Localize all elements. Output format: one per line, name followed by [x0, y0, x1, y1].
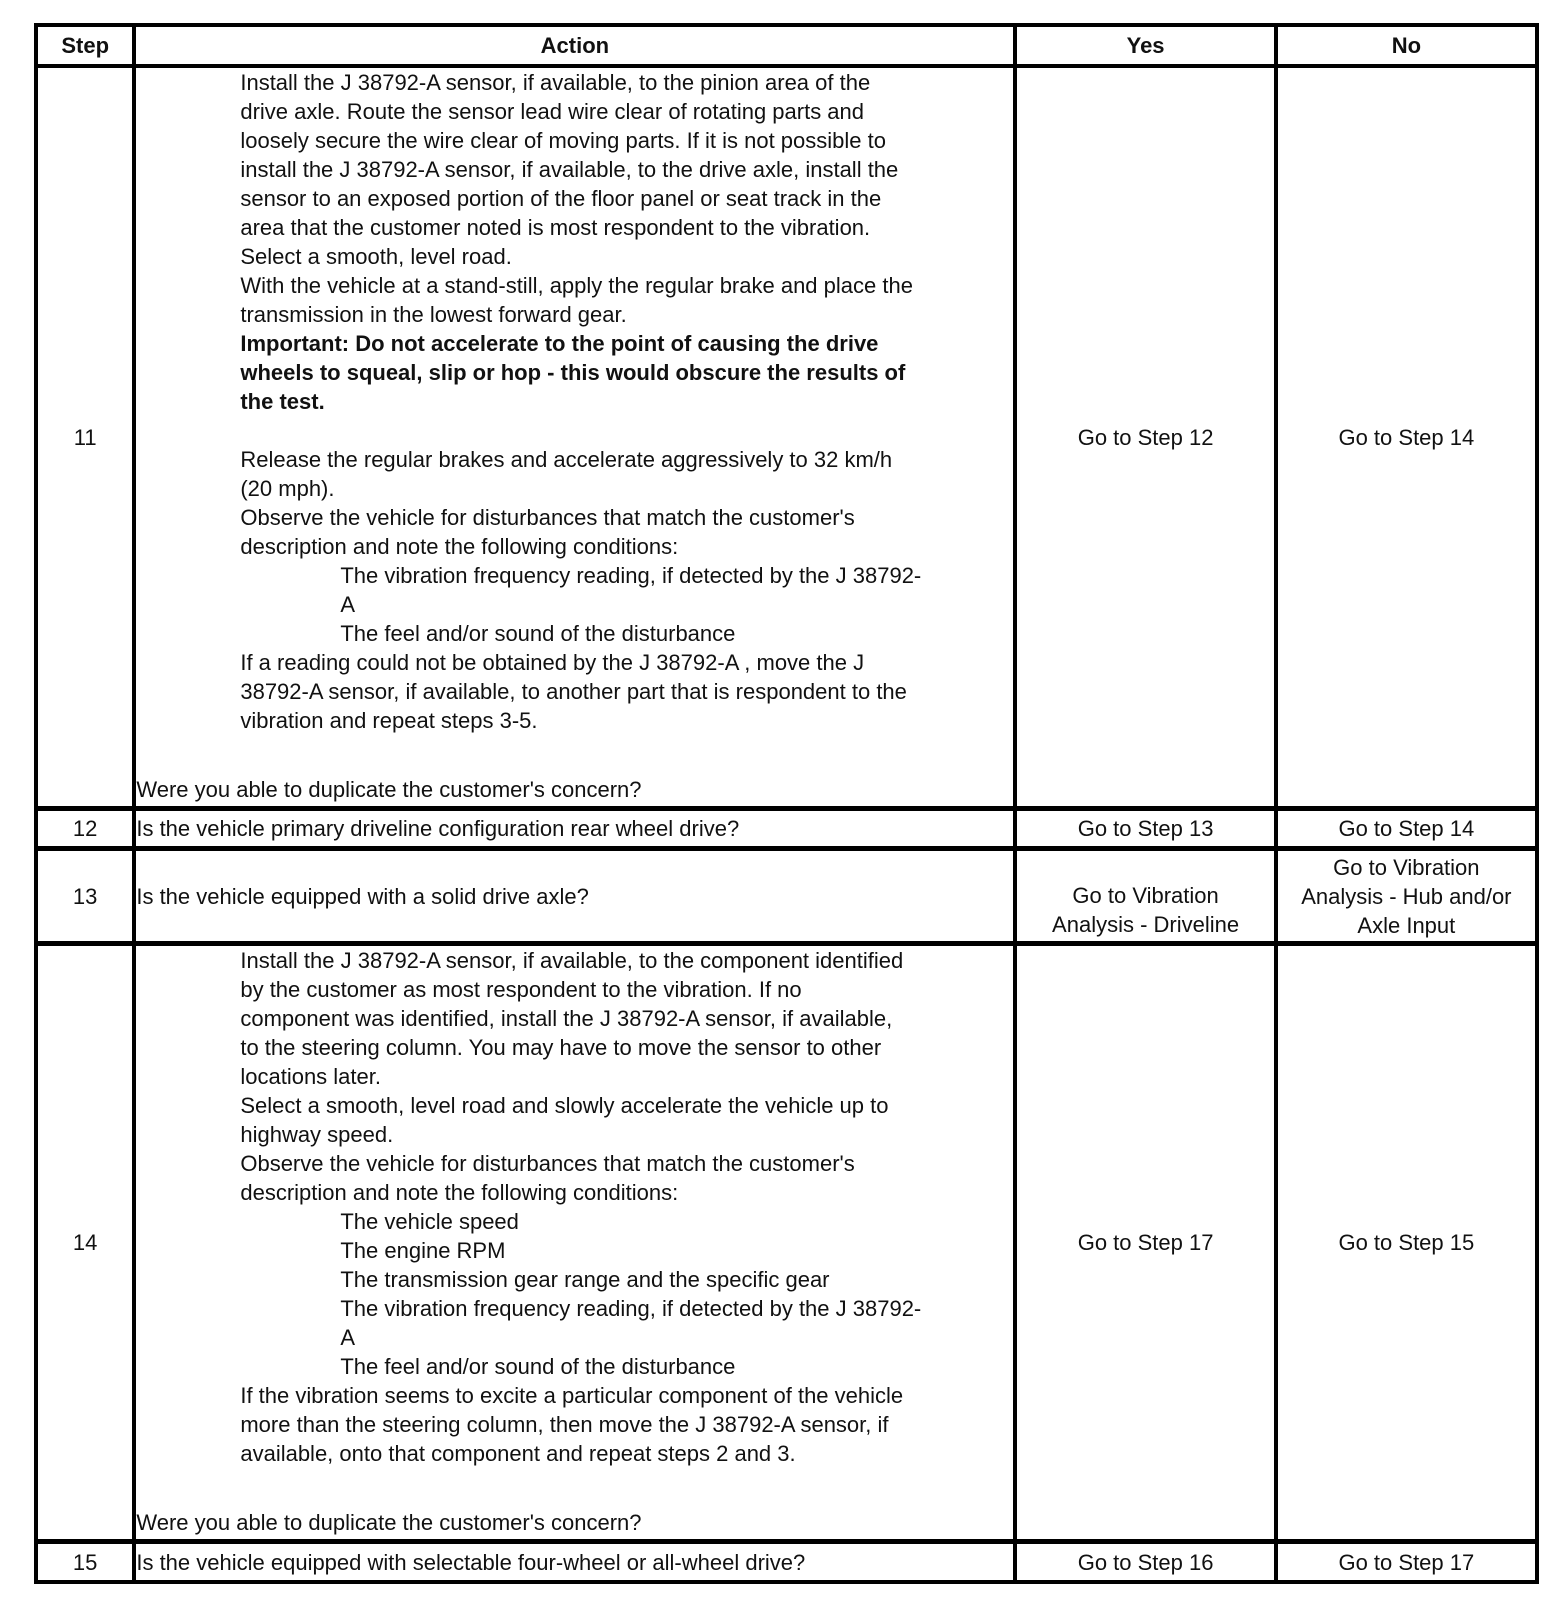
table-row-step-12 — [38, 811, 1539, 851]
no-result: Go to Step 14 — [1278, 68, 1539, 811]
action-line: description and note the following conditions: — [240, 534, 679, 559]
condition-item: The engine RPM — [340, 1238, 506, 1263]
important-note: Important: Do not accelerate to the point of causing the drive — [240, 331, 879, 356]
action-line: Observe the vehicle for disturbances that match the customer's — [240, 1151, 855, 1176]
yes-result-line: Analysis - Driveline — [1052, 912, 1240, 937]
no-result: Go to Step 17 — [1278, 1544, 1539, 1584]
step-question: Is the vehicle primary driveline configuration rear wheel drive? — [136, 811, 1017, 851]
table-row-step-14 — [38, 946, 1539, 1544]
important-note: the test. — [240, 389, 325, 414]
condition-item: The vibration frequency reading, if detected by the J 38792- — [340, 1296, 922, 1321]
table-row-step-13 — [38, 851, 1539, 946]
step-number: 13 — [38, 851, 136, 946]
condition-item: The feel and/or sound of the disturbance — [340, 621, 736, 646]
action-line: Select a smooth, level road. — [240, 244, 512, 269]
condition-item: A — [340, 1325, 356, 1350]
action-line: available, onto that component and repeat steps 2 and 3. — [240, 1441, 796, 1466]
condition-item: The feel and/or sound of the disturbance — [340, 1354, 736, 1379]
action-line: drive axle. Route the sensor lead wire clear of rotating parts and — [240, 99, 865, 124]
action-cell — [136, 946, 1017, 1544]
no-result — [1278, 851, 1539, 946]
no-result-line: Analysis - Hub and/or — [1301, 883, 1512, 909]
action-line: install the J 38792-A sensor, if available, to the drive axle, install the — [240, 157, 899, 182]
action-line: (20 mph). — [240, 476, 335, 501]
step-number: 11 — [38, 68, 136, 811]
action-line: vibration and repeat steps 3-5. — [240, 708, 538, 733]
action-line: Install the J 38792-A sensor, if available, to the component identified — [240, 948, 904, 973]
important-note: wheels to squeal, slip or hop - this would obscure the results of — [240, 360, 906, 385]
action-instructions — [136, 946, 1013, 1508]
header-action: Action — [136, 27, 1017, 68]
action-line: description and note the following conditions: — [240, 1180, 679, 1205]
table-row-step-11 — [38, 68, 1539, 811]
no-result-line: Axle Input — [1357, 912, 1456, 938]
action-line: With the vehicle at a stand-still, apply the regular brake and place the — [240, 273, 913, 298]
header-yes: Yes — [1017, 27, 1277, 68]
step-question: Were you able to duplicate the customer's concern? — [136, 777, 642, 802]
no-result: Go to Step 15 — [1278, 946, 1539, 1544]
action-line: Observe the vehicle for disturbances that match the customer's — [240, 505, 855, 530]
yes-result: Go to Step 16 — [1017, 1544, 1277, 1584]
action-line: area that the customer noted is most respondent to the vibration. — [240, 215, 871, 240]
header-step: Step — [38, 27, 136, 68]
table-header-row — [38, 27, 1539, 68]
step-question: Were you able to duplicate the customer's concern? — [136, 1510, 642, 1535]
header-no: No — [1278, 27, 1539, 68]
action-line: Release the regular brakes and accelerate aggressively to 32 km/h — [240, 447, 893, 472]
action-line: If the vibration seems to excite a particular component of the vehicle — [240, 1383, 904, 1408]
table-row-step-15 — [38, 1544, 1539, 1584]
action-line: by the customer as most respondent to the vibration. If no — [240, 977, 802, 1002]
no-result: Go to Step 14 — [1278, 811, 1539, 851]
yes-result-line: Go to Vibration — [1072, 883, 1219, 908]
yes-result: Go to Step 17 — [1017, 946, 1277, 1544]
action-line: loosely secure the wire clear of moving parts. If it is not possible to — [240, 128, 886, 153]
action-line: sensor to an exposed portion of the floor panel or seat track in the — [240, 186, 882, 211]
action-line: highway speed. — [240, 1122, 394, 1147]
step-number: 14 — [38, 946, 136, 1544]
yes-result: Go to Step 13 — [1017, 811, 1277, 851]
condition-item: A — [340, 592, 356, 617]
action-line: 38792-A sensor, if available, to another part that is respondent to the — [240, 679, 907, 704]
diagnostic-steps-table — [34, 23, 1539, 1584]
step-number: 12 — [38, 811, 136, 851]
yes-result — [1017, 851, 1277, 946]
step-question: Is the vehicle equipped with a solid drive axle? — [136, 851, 1017, 946]
action-line: If a reading could not be obtained by the J 38792-A , move the J — [240, 650, 865, 675]
action-cell — [136, 68, 1017, 811]
action-line: transmission in the lowest forward gear. — [240, 302, 627, 327]
step-number: 15 — [38, 1544, 136, 1584]
action-line: Install the J 38792-A sensor, if available, to the pinion area of the — [240, 70, 871, 95]
condition-item: The transmission gear range and the specific gear — [340, 1267, 830, 1292]
condition-item: The vehicle speed — [340, 1209, 519, 1234]
no-result-line: Go to Vibration — [1333, 854, 1480, 880]
yes-result: Go to Step 12 — [1017, 68, 1277, 811]
condition-item: The vibration frequency reading, if detected by the J 38792- — [340, 563, 922, 588]
action-line: more than the steering column, then move the J 38792-A sensor, if — [240, 1412, 889, 1437]
action-line: Select a smooth, level road and slowly accelerate the vehicle up to — [240, 1093, 889, 1118]
step-question: Is the vehicle equipped with selectable four-wheel or all-wheel drive? — [136, 1544, 1017, 1584]
action-line: component was identified, install the J 38792-A sensor, if available, — [240, 1006, 893, 1031]
action-line: locations later. — [240, 1064, 381, 1089]
action-line: to the steering column. You may have to move the sensor to other — [240, 1035, 882, 1060]
action-instructions — [136, 68, 1013, 775]
